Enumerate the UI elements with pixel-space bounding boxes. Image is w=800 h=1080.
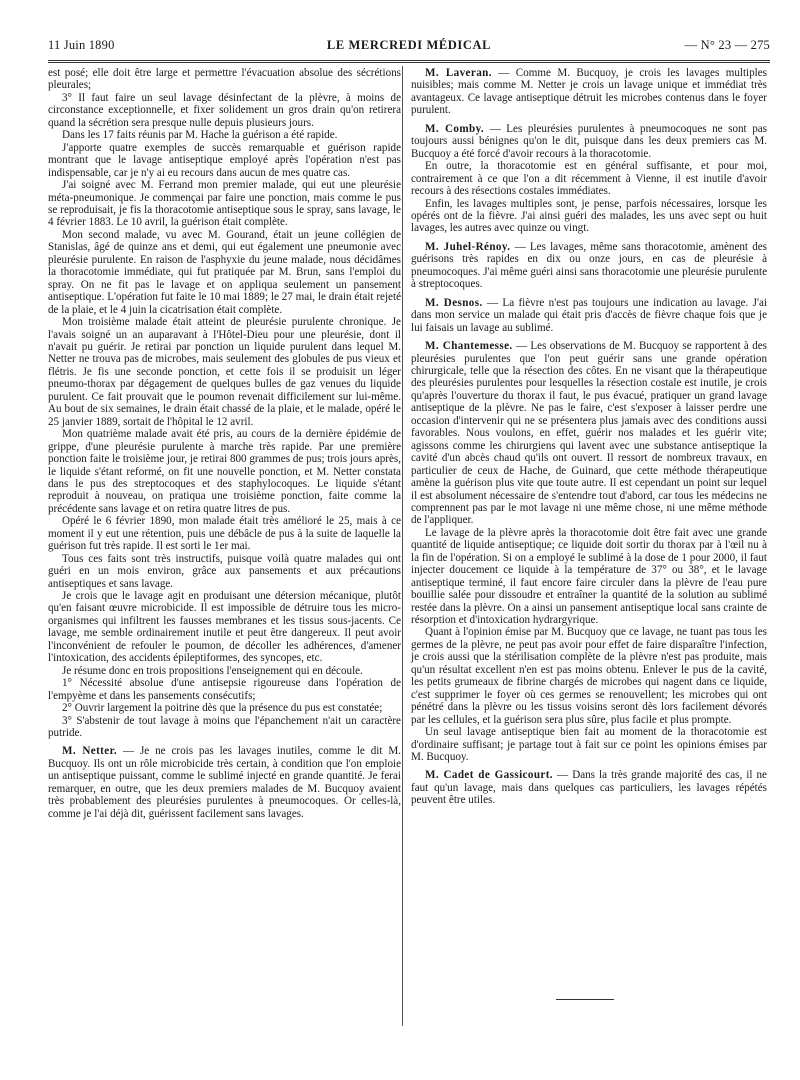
- paragraph: [48, 702, 401, 714]
- speaker-name: M. Comby.: [425, 122, 485, 135]
- paragraph-text: — Les pleurésies purulentes à pneumocoques ne sont pas toujours aussi bénignes qu'on le dit, puisque dans les deux premiers cas M. Bucquoy a été forcé d'avoir recours à la thoracotomie.: [411, 122, 767, 160]
- paragraph: [411, 160, 767, 197]
- paragraph: [411, 340, 767, 527]
- paragraph-text: J'ai soigné avec M. Ferrand mon premier malade, qui eut une pleurésie méta-pneumonique. Je commençai par faire une ponction, mais comme le pus se reproduisait, je fis la thoracotomie antiseptique sous le spray, sans lavage, le 4 février 1883. Le 10 avril, la guérison était complète.: [48, 179, 401, 229]
- header-date: 11 Juin 1890: [48, 38, 115, 52]
- speaker-name: M. Cadet de Gassicourt.: [425, 769, 553, 782]
- paragraph: [411, 67, 767, 117]
- speaker-name: M. Desnos.: [425, 296, 483, 309]
- paragraph: [411, 769, 767, 806]
- paragraph: [48, 715, 401, 740]
- paragraph-text: Je résume donc en trois propositions l'enseignement qui en découle.: [62, 664, 363, 677]
- speaker-name: M. Laveran.: [425, 67, 492, 79]
- paragraph-text: Le lavage de la plèvre après la thoracotomie doit être fait avec une grande quantité de liquide antiseptique; ce liquide doit sortir du thorax par à l'œil nu à la fin de l'opération. Si on a employé le sublimé à la dose de 1 pour 2000, il faut injecter doucement ce liquide à la température de 37° ou 38°, et le lavage antiseptique terminé, il faut encore faire circuler dans la plèvre de l'eau pure bouillie salée pour dissoudre et entraîner la quantité de la solution au sublimé restée dans la plèvre. On a ainsi un pansement antiseptique local sans crainte de résorption et d'intoxication hydrargyrique.: [411, 526, 767, 627]
- paragraph: [48, 677, 401, 702]
- speaker-name: M. Chantemesse.: [425, 340, 513, 353]
- running-header: [48, 36, 770, 58]
- paragraph: [411, 241, 767, 291]
- paragraph-text: 3° S'abstenir de tout lavage à moins que l'épanchement n'ait un caractère putride.: [48, 714, 401, 740]
- paragraph: [411, 198, 767, 235]
- paragraph-text: Dans les 17 faits réunis par M. Hache la guérison a été rapide.: [62, 129, 338, 142]
- paragraph: [48, 665, 401, 677]
- paragraph-text: — Les lavages, même sans thoracotomie, amènent des guérisons très rapides en dix ou onze jours, en cas de pleurésie à pneumocoques. J'ai même guéri ainsi sans thoracotomie une pleurésie purulente à streptocoques.: [411, 240, 767, 291]
- paragraph-text: Quant à l'opinion émise par M. Bucquoy que ce lavage, ne tuant pas tous les germes de la plèvre, ne peut pas avoir pour effet de faire disparaître l'infection, je crois aussi que la stérilisation complète de la plèvre n'est pas produite, mais qu'un résultat excellent n'en est pas moins obtenu. Enlever le pus de la cavité, les petits grumeaux de fibrine chargés de microbes qui nagent dans ce liquide, c'est supprimer le foyer où ces germes se renouvellent; les microbes qui ont pénétré dans la plèvre ou les tissus voisins seront dès lors facilement dévorés par les cellules, et la guérison sera plus sûre, plus facile et plus prompte.: [411, 626, 767, 726]
- end-of-section-rule: [556, 999, 614, 1000]
- header-rule: [48, 60, 770, 61]
- paragraph: [48, 553, 401, 590]
- speaker-name: M. Juhel-Rénoy.: [425, 240, 511, 253]
- paragraph-text: — La fièvre n'est pas toujours une indication au lavage. J'ai dans mon service un malade qui était pris d'accès de fièvre chaque fois que je lui faisais un lavage au sublimé.: [411, 296, 767, 334]
- paragraph-text: — Les observations de M. Bucquoy se rapportent à des pleurésies purulentes que l'on peut guérir sans une grande opération chirurgicale, telle que la résection des côtes. En ne visant que la thérapeutique des pleurésies purulentes pour lesquelles la résection costale est inutile, je crois qu'après l'ouverture du thorax il faut, le pus évacué, pratiquer un grand lavage antiseptique de la plèvre. Ne pas le faire, c'est s'exposer à laisser perdre une occasion d'intervenir qui ne se présentera plus jamais avec des conditions aussi favorables. Nous voulons, en effet, guérir nos malades et les guérir vite; agissons comme les chirurgiens qui lavent avec une substance antiseptique la cavité d'un abcès chaud qu'ils ont ouvert. Il ressort de nombreux travaux, en particulier de ceux de Hache, de Guinard, que cette méthode thérapeutique amène la guérison plus vite que toute autre. Il est cependant un point sur lequel il est absolument nécessaire de s'entendre tout d'abord, car tous les médecins ne comprennent pas par le mot lavage ni une même chose, ni une même méthode de l'appliquer.: [411, 340, 767, 527]
- paragraph: [48, 229, 401, 316]
- header-rule-double: [48, 62, 770, 63]
- paragraph: [411, 726, 767, 763]
- header-title: LE MERCREDI MÉDICAL: [326, 38, 492, 52]
- paragraph-text: Mon troisième malade était atteint de pleurésie purulente chronique. Je l'avais soigné un an auparavant à l'Hôtel-Dieu pour une pleurésie, dont il n'avait pu guérir. Je retirai par ponction un liquide purulent dans lequel M. Netter ne trouva pas de microbes, mais seulement des globules de pus vieux et flétris. Je fis une seconde ponction, et cette fois il se produisit un léger pneumo-thorax par dégagement de quelques bulles de gaz venues du liquide purulent. Ce fait prouvait que le poumon revenait difficilement sur lui-même. Au bout de six semaines, le drain était chassé de la plaie, et le malade, opéré le 25 janvier 1889, sortait de l'hôpital le 12 avril.: [48, 316, 401, 428]
- paragraph-text: En outre, la thoracotomie est en général suffisante, et pour moi, contrairement à ce que l'on a dit récemment à Vienne, il est inutile d'avoir recours à des résections costales immédiates.: [411, 160, 767, 198]
- paragraph-text: 1° Nécessité absolue d'une antisepsie rigoureuse dans l'opération de l'empyème et dans les pansements consécutifs;: [48, 677, 401, 702]
- paragraph-text: Enfin, les lavages multiples sont, je pense, parfois nécessaires, lorsque les opérés ont de la fièvre. J'ai ainsi guéri des malades, les uns avec sept ou huit lavages, les autres avec quinze ou vingt.: [411, 197, 767, 235]
- paragraph: [48, 129, 401, 141]
- paragraph: [48, 590, 401, 665]
- speaker-name: M. Netter.: [62, 745, 118, 758]
- paragraph-text: J'apporte quatre exemples de succès remarquable et guérison rapide montrant que le lavage antiseptique employé après l'opération n'est pas indispensable, car je n'y ai eu recours dans aucun de mes quatre cas.: [48, 141, 401, 179]
- paragraph: [48, 92, 401, 129]
- paragraph-text: Tous ces faits sont très instructifs, puisque voilà quatre malades qui ont guéri en un mois environ, grâce aux pansements et aux précautions antiseptiques et sans lavage.: [48, 552, 401, 590]
- header-page-number: — N° 23 — 275: [684, 38, 770, 52]
- paragraph-text: Mon second malade, vu avec M. Gourand, était un jeune collégien de Stanislas, âgé de quinze ans et demi, qui eut également une pneumonie avec pleurésie purulente. En raison de l'asphyxie du jeune malade, nous décidâmes la thoracotomie immédiate, qui fut pratiquée par M. Brun, sans l'emploi du spray. On ne fit pas le lavage et on appliqua seulement un pansement antiseptique. L'opération fut faite le 10 mai 1889; le 27 mai, le drain était rejeté de la plaie, et le 4 juin la cicatrisation était complète.: [48, 228, 401, 316]
- paragraph: [48, 428, 401, 515]
- paragraph: [48, 515, 401, 552]
- paragraph: [411, 123, 767, 160]
- paragraph: [411, 297, 767, 334]
- paragraph-text: 3° Il faut faire un seul lavage désinfectant de la plèvre, à moins de circonstance exceptionnelle, et fixer solidement un gros drain qu'on retirera quand la sécrétion sera presque nulle depuis plusieurs jours.: [48, 91, 401, 129]
- paragraph: [48, 142, 401, 179]
- paragraph-text: — Comme M. Bucquoy, je crois les lavages multiples nuisibles; mais comme M. Netter je crois un lavage unique et immédiat très avantageux. Ce lavage antiseptique détruit les microbes contenus dans le foyer purulent.: [411, 67, 767, 117]
- paragraph-text: 2° Ouvrir largement la poitrine dès que la présence du pus est constatée;: [62, 702, 383, 715]
- right-column: [411, 67, 767, 807]
- paragraph-text: est posé; elle doit être large et permettre l'évacuation absolue des sécrétions pleurales;: [48, 67, 401, 92]
- paragraph: [411, 527, 767, 627]
- paragraph-text: Opéré le 6 février 1890, mon malade était très amélioré le 25, mais à ce moment il y eut une rétention, puis une débâcle de pus à la suite de laquelle la guérison fut très rapide. Il est sorti le 1er mai.: [48, 515, 401, 553]
- paragraph: [48, 179, 401, 229]
- paragraph: [48, 67, 401, 92]
- paragraph: [48, 745, 401, 820]
- paragraph-text: — Je ne crois pas les lavages inutiles, comme le dit M. Bucquoy. Ils ont un rôle microbicide très certain, à condition que l'on emploie un antiseptique puissant, comme le sublimé injecté en grande quantité. Je ferai remarquer, en outre, que les deux premiers malades de M. Bucquoy avaient très probablement des pleurésies purulentes à pneumocoques. Or celles-là, comme je l'ai déjà dit, guérissent facilement sans lavages.: [48, 745, 401, 820]
- paragraph: [411, 626, 767, 726]
- paragraph-text: Un seul lavage antiseptique bien fait au moment de la thoracotomie est d'ordinaire suffisant; je partage tout à fait sur ce point les opinions émises par M. Bucquoy.: [411, 726, 767, 764]
- column-divider: [402, 66, 403, 1026]
- left-column: [48, 67, 401, 820]
- paragraph-text: Je crois que le lavage agit en produisant une détersion mécanique, plutôt qu'en faisant œuvre microbicide. Il est impossible de détruire tous les micro-organismes qui infiltrent les fausses membranes et les tissus sous-jacents. Ce lavage, me semble ordinairement inutile et peut être dangereux. Il peut avoir l'inconvénient de refouler le poumon, de décoller les adhérences, d'amener l'intoxication, des accidents épileptiformes, des syncopes, etc.: [48, 590, 401, 665]
- paragraph: [48, 316, 401, 428]
- paragraph-text: — Dans la très grande majorité des cas, il ne faut qu'un lavage, mais dans quelques cas particuliers, les lavages répétés peuvent être utiles.: [411, 769, 767, 807]
- paragraph-text: Mon quatrième malade avait été pris, au cours de la dernière épidémie de grippe, d'une pleurésie purulente à marche très rapide. Par une première ponction faite le troisième jour, je retirai 800 grammes de pus; trois jours après, le liquide s'étant reformé, on fit une nouvelle ponction, et M. Netter constata dans le pus des streptocoques et des staphylocoques. Le liquide s'étant reproduit à nouveau, on pratiqua une troisième ponction, faite comme la précédente sans lavage et on retira quatre litres de pus.: [48, 428, 401, 515]
